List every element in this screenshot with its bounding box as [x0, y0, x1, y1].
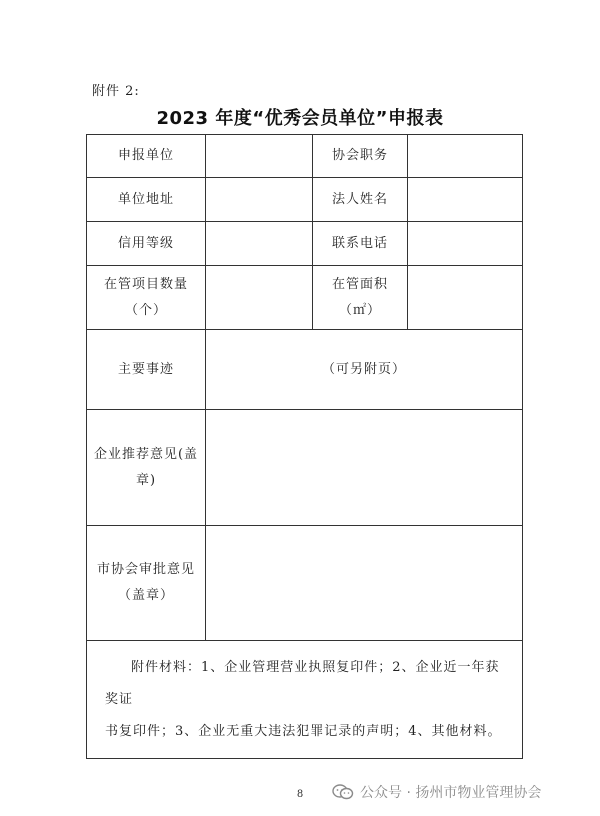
- table-row: [87, 135, 523, 178]
- label-project-count: [87, 266, 206, 330]
- attachments-note-line1: 附件材料：1、企业管理营业执照复印件；2、企业近一年获奖证: [105, 659, 500, 707]
- field-legal-person[interactable]: [408, 178, 523, 222]
- wechat-watermark: [332, 782, 541, 802]
- label-managed-area-line2: （㎡）: [338, 302, 381, 318]
- label-unit-address: 单位地址: [87, 178, 206, 222]
- label-association-position: 协会职务: [313, 135, 408, 178]
- table-row: [87, 641, 523, 759]
- label-city-opinion-line1: 市协会审批意见: [96, 562, 195, 577]
- page-number: 8: [296, 789, 304, 800]
- field-credit-level[interactable]: [206, 222, 313, 266]
- label-managed-area: [313, 266, 408, 330]
- table-row: [87, 330, 523, 410]
- field-unit-address[interactable]: [206, 178, 313, 222]
- field-managed-area[interactable]: [408, 266, 523, 330]
- field-project-count[interactable]: [206, 266, 313, 330]
- label-company-opinion: [87, 410, 206, 526]
- field-company-opinion[interactable]: [206, 410, 523, 526]
- watermark-text: 公众号 · 扬州市物业管理协会: [360, 785, 542, 801]
- label-project-count-line1: 在管项目数量: [103, 276, 188, 292]
- label-main-deeds: 主要事迹: [87, 330, 206, 410]
- table-row: [87, 410, 523, 526]
- field-applicant-unit[interactable]: [206, 135, 313, 178]
- label-contact-phone: 联系电话: [313, 222, 408, 266]
- label-legal-person: 法人姓名: [313, 178, 408, 222]
- attachments-note: [87, 641, 523, 759]
- main-deeds-note: （可另附页）: [321, 361, 406, 377]
- field-contact-phone[interactable]: [408, 222, 523, 266]
- table-row: [87, 178, 523, 222]
- label-company-opinion-line2: 章): [135, 472, 157, 488]
- label-company-opinion-line1: 企业推荐意见(盖: [93, 446, 199, 462]
- table-row: [87, 266, 523, 330]
- field-city-opinion[interactable]: [206, 526, 523, 641]
- label-city-opinion-line2: （盖章）: [117, 588, 174, 603]
- label-city-opinion: [87, 526, 206, 641]
- field-main-deeds[interactable]: [206, 330, 523, 410]
- label-applicant-unit: 申报单位: [87, 135, 206, 178]
- label-credit-level: 信用等级: [87, 222, 206, 266]
- table-row: [87, 222, 523, 266]
- form-title: 2023 年度“优秀会员单位”申报表: [156, 108, 444, 129]
- application-form-table: [86, 134, 523, 759]
- field-association-position[interactable]: [408, 135, 523, 178]
- label-managed-area-line1: 在管面积: [331, 276, 388, 292]
- label-project-count-line2: （个）: [124, 302, 167, 318]
- attachment-label: 附件 2:: [92, 84, 140, 99]
- table-row: [87, 526, 523, 641]
- wechat-icon: [332, 784, 354, 800]
- attachments-note-line2: 书复印件；3、企业无重大违法犯罪记录的声明；4、其他材料。: [105, 723, 502, 739]
